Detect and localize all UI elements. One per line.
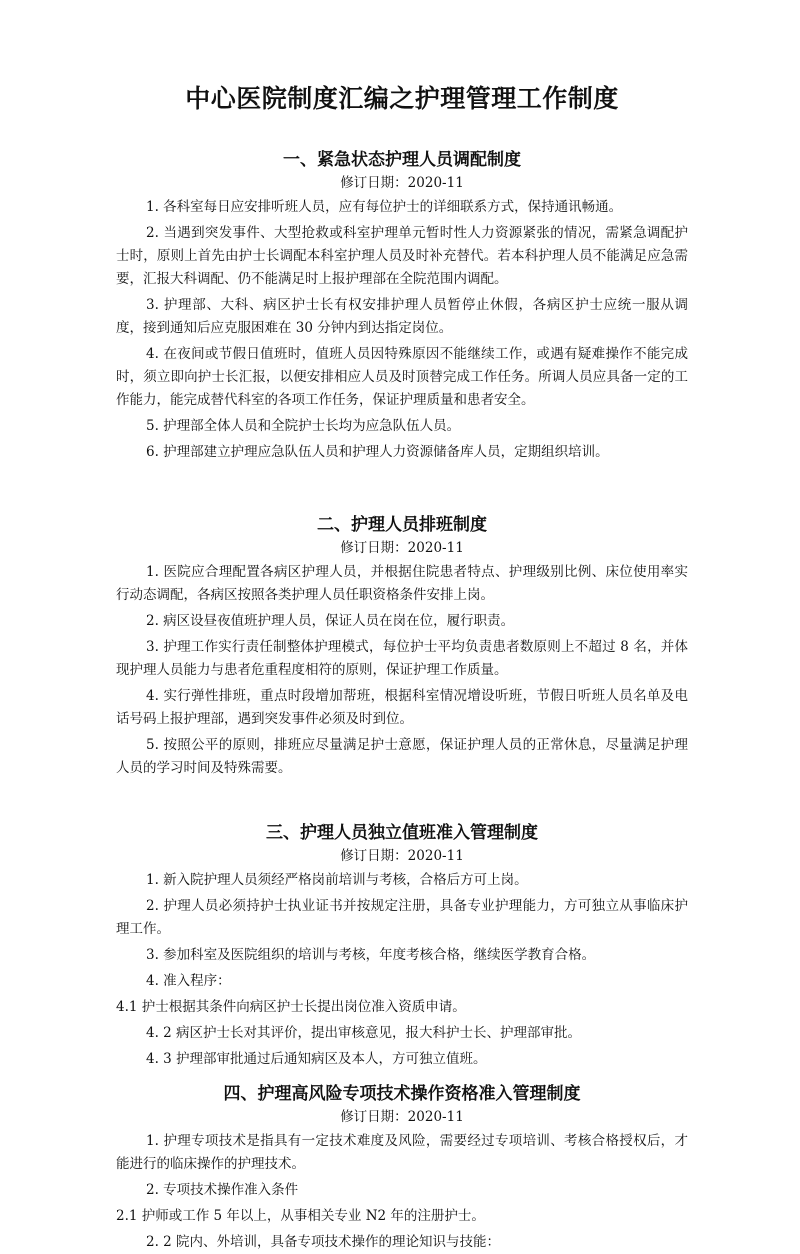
paragraph: 3. 护理部、大科、病区护士长有权安排护理人员暂停止休假，各病区护士应统一服从调度，接到通知后应克服困难在 30 分钟内到达指定岗位。 bbox=[116, 297, 688, 336]
document-title: 中心医院制度汇编之护理管理工作制度 bbox=[185, 84, 619, 113]
paragraph: 1. 医院应合理配置各病区护理人员，并根据住院患者特点、护理级别比例、床位使用率实行动态调配，各病区按照各类护理人员任职资格条件安排上岗。 bbox=[116, 564, 688, 603]
section-title: 四、护理高风险专项技术操作资格准入管理制度 bbox=[223, 1084, 581, 1104]
section-scheduling bbox=[116, 513, 688, 780]
paragraph: 3. 护理工作实行责任制整体护理模式，每位护士平均负责患者数原则上不超过 8 名，并体现护理人员能力与患者危重程度相符的原则，保证护理工作质量。 bbox=[116, 639, 688, 678]
paragraph: 1. 新入院护理人员须经严格岗前培训与考核，合格后方可上岗。 bbox=[146, 872, 528, 888]
paragraph: 2. 2 院内、外培训，具备专项技术操作的理论知识与技能： bbox=[146, 1234, 501, 1250]
paragraph: 2. 专项技术操作准入条件 bbox=[146, 1182, 299, 1198]
revision-date: 修订日期：2020-11 bbox=[340, 540, 464, 556]
paragraph: 4. 准入程序： bbox=[146, 973, 231, 989]
section-emergency-staffing bbox=[116, 148, 688, 464]
paragraph: 4. 3 护理部审批通过后通知病区及本人，方可独立值班。 bbox=[146, 1051, 487, 1067]
revision-date: 修订日期：2020-11 bbox=[340, 848, 464, 864]
paragraph: 6. 护理部建立护理应急队伍人员和护理人力资源储备库人员，定期组织培训。 bbox=[146, 444, 609, 460]
section-title: 三、护理人员独立值班准入管理制度 bbox=[266, 823, 538, 843]
paragraph: 5. 护理部全体人员和全院护士长均为应急队伍人员。 bbox=[146, 418, 461, 434]
section-title: 二、护理人员排班制度 bbox=[317, 515, 487, 535]
paragraph: 4.1 护士根据其条件向病区护士长提出岗位准入资质申请。 bbox=[116, 999, 466, 1015]
paragraph: 2. 护理人员必须持护士执业证书并按规定注册，具备专业护理能力，方可独立从事临床护理工作。 bbox=[116, 898, 688, 937]
revision-date: 修订日期：2020-11 bbox=[340, 1109, 464, 1125]
section-high-risk-technique bbox=[116, 1082, 688, 1254]
paragraph: 1. 护理专项技术是指具有一定技术难度及风险，需要经过专项培训、考核合格授权后，才能进行的临床操作的护理技术。 bbox=[116, 1133, 688, 1172]
section-title: 一、紧急状态护理人员调配制度 bbox=[283, 150, 521, 170]
revision-date: 修订日期：2020-11 bbox=[340, 175, 464, 191]
paragraph: 1. 各科室每日应安排听班人员，应有每位护士的详细联系方式，保持通讯畅通。 bbox=[146, 199, 623, 215]
paragraph: 2.1 护师或工作 5 年以上，从事相关专业 N2 年的注册护士。 bbox=[116, 1208, 485, 1224]
paragraph: 2. 病区设昼夜值班护理人员，保证人员在岗在位，履行职责。 bbox=[146, 613, 515, 629]
paragraph: 4. 2 病区护士长对其评价，提出审核意见，报大科护士长、护理部审批。 bbox=[146, 1025, 582, 1041]
paragraph: 4. 在夜间或节假日值班时，值班人员因特殊原因不能继续工作，或遇有疑难操作不能完成时，须立即向护士长汇报，以便安排相应人员及时顶替完成工作任务。所调人员应具备一定的工作能力，能完成替代科室的各项工作任务，保证护理质量和患者安全。 bbox=[116, 346, 688, 408]
paragraph: 2. 当遇到突发事件、大型抢救或科室护理单元暂时性人力资源紧张的情况，需紧急调配护士时，原则上首先由护士长调配本科室护理人员及时补充替代。若本科护理人员不能满足应急需要，汇报大科调配、仍不能满足时上报护理部在全院范围内调配。 bbox=[116, 225, 688, 287]
section-independent-duty bbox=[116, 821, 688, 1071]
paragraph: 3. 参加科室及医院组织的培训与考核，年度考核合格，继续医学教育合格。 bbox=[146, 947, 596, 963]
paragraph: 5. 按照公平的原则，排班应尽量满足护士意愿，保证护理人员的正常休息，尽量满足护理人员的学习时间及特殊需要。 bbox=[116, 737, 688, 776]
paragraph: 4. 实行弹性排班，重点时段增加帮班，根据科室情况增设听班，节假日听班人员名单及电话号码上报护理部，遇到突发事件必须及时到位。 bbox=[116, 688, 688, 727]
